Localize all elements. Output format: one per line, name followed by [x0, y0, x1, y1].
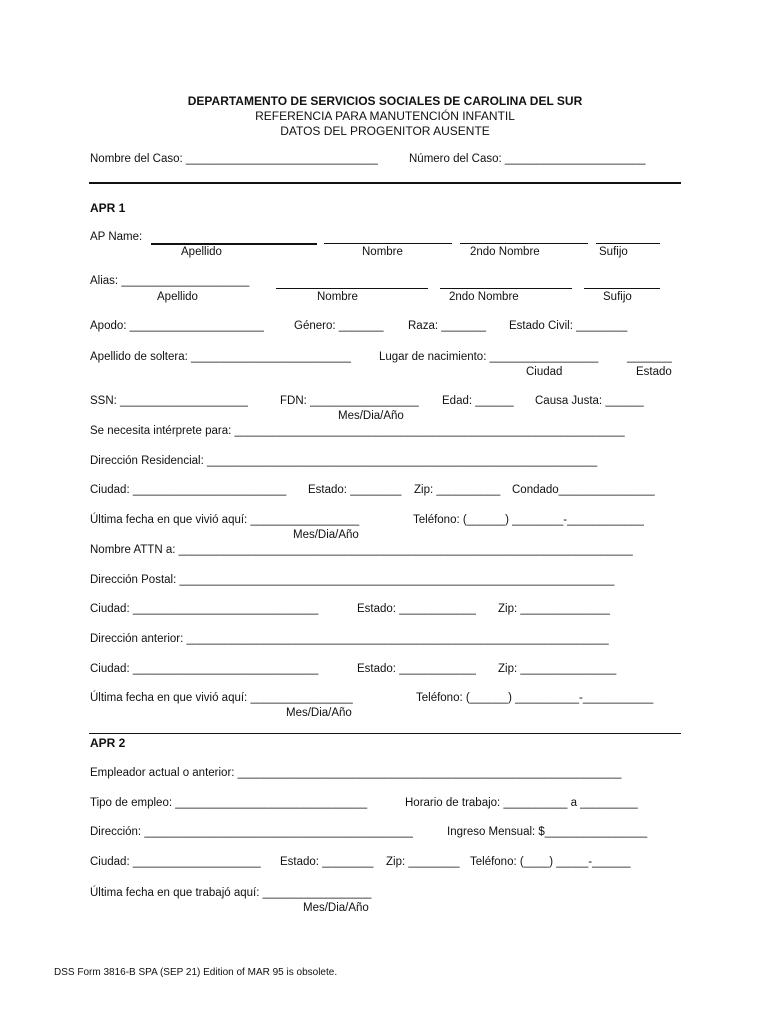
ap-middlename-caption: 2ndo Nombre: [470, 246, 540, 258]
attn-name-field[interactable]: Nombre ATTN a: _______________________________________________________________________: [90, 544, 633, 556]
alias-middlename-input[interactable]: [440, 288, 572, 289]
last-worked-date-field[interactable]: Última fecha en que trabajó aquí: _________________: [90, 887, 372, 899]
prev-last-lived-date-caption: Mes/Dia/Año: [286, 707, 352, 719]
alias-suffix-input[interactable]: [584, 288, 660, 289]
case-number-field[interactable]: Número del Caso: ______________________: [409, 153, 646, 165]
section-divider-2: [89, 733, 681, 734]
gender-field[interactable]: Género: _______: [294, 320, 384, 332]
residential-address-field[interactable]: Dirección Residencial: _____________________________________________________________: [90, 455, 598, 467]
ap-firstname-input[interactable]: [324, 243, 452, 244]
dob-caption: Mes/Dia/Año: [338, 410, 404, 422]
alias-middlename-caption: 2ndo Nombre: [449, 291, 519, 303]
work-schedule-field[interactable]: Horario de trabajo: __________ a _________: [405, 797, 638, 809]
alias-surname-field[interactable]: Alias: ____________________: [90, 275, 250, 287]
previous-address-field[interactable]: Dirección anterior: __________________________________________________________________: [90, 633, 609, 645]
birthplace-city-field[interactable]: Lugar de nacimiento: _________________: [379, 351, 599, 363]
age-field[interactable]: Edad: ______: [442, 395, 514, 407]
marital-status-field[interactable]: Estado Civil: ________: [509, 320, 628, 332]
form-agency-title: DEPARTAMENTO DE SERVICIOS SOCIALES DE CAROLINA DEL SUR: [187, 94, 583, 108]
prev-city-field[interactable]: Ciudad: _____________________________: [90, 663, 319, 675]
ap-surname-caption: Apellido: [181, 246, 222, 258]
prev-last-lived-date-field[interactable]: Última fecha en que vivió aquí: ________________: [90, 692, 353, 704]
monthly-income-field[interactable]: Ingreso Mensual: $________________: [447, 826, 648, 838]
employment-type-field[interactable]: Tipo de empleo: ______________________________: [90, 797, 368, 809]
nickname-field[interactable]: Apodo: _____________________: [90, 320, 264, 332]
res-city-field[interactable]: Ciudad: ________________________: [90, 484, 287, 496]
ap-name-label: AP Name:: [90, 231, 143, 243]
apr1-title: APR 1: [90, 201, 126, 215]
res-zip-field[interactable]: Zip: __________: [414, 484, 501, 496]
race-field[interactable]: Raza: _______: [408, 320, 487, 332]
maiden-name-field[interactable]: Apellido de soltera: _________________________: [90, 351, 351, 363]
ap-suffix-input[interactable]: [596, 243, 660, 244]
employer-state-field[interactable]: Estado: ________: [280, 856, 374, 868]
res-county-field[interactable]: Condado_______________: [512, 484, 655, 496]
alias-suffix-caption: Sufijo: [603, 291, 632, 303]
mail-city-field[interactable]: Ciudad: _____________________________: [90, 603, 319, 615]
ap-middlename-input[interactable]: [460, 243, 588, 244]
mailing-address-field[interactable]: Dirección Postal: ____________________________________________________________________: [90, 574, 615, 586]
res-phone-field[interactable]: Teléfono: (______) ________-____________: [413, 514, 644, 526]
last-worked-date-caption: Mes/Dia/Año: [303, 902, 369, 914]
ap-firstname-caption: Nombre: [362, 246, 403, 258]
ap-suffix-caption: Sufijo: [599, 246, 628, 258]
section-divider: [89, 182, 681, 184]
last-lived-date-caption: Mes/Dia/Año: [293, 529, 359, 541]
prev-phone-field[interactable]: Teléfono: (______) __________-___________: [416, 692, 654, 704]
employer-address-field[interactable]: Dirección: __________________________________________: [90, 826, 413, 838]
mail-state-field[interactable]: Estado: ____________: [357, 603, 476, 615]
ap-surname-input[interactable]: [151, 243, 317, 245]
alias-surname-caption: Apellido: [157, 291, 198, 303]
birthplace-city-caption: Ciudad: [526, 366, 563, 378]
prev-zip-field[interactable]: Zip: _______________: [498, 663, 617, 675]
employer-phone-field[interactable]: Teléfono: (____) _____-______: [470, 856, 631, 868]
form-subtitle: REFERENCIA PARA MANUTENCIÓN INFANTIL: [255, 109, 515, 123]
case-name-field[interactable]: Nombre del Caso: ______________________________: [90, 153, 378, 165]
dob-field[interactable]: FDN: _________________: [280, 395, 419, 407]
birthplace-state-caption: Estado: [636, 366, 672, 378]
form-footer: DSS Form 3816-B SPA (SEP 21) Edition of MAR 95 is obsolete.: [54, 967, 338, 978]
prev-state-field[interactable]: Estado: ____________: [357, 663, 476, 675]
apr2-title: APR 2: [90, 736, 126, 750]
alias-firstname-input[interactable]: [276, 288, 428, 289]
res-state-field[interactable]: Estado: ________: [308, 484, 402, 496]
form-subtitle-2: DATOS DEL PROGENITOR AUSENTE: [280, 124, 490, 138]
employer-field[interactable]: Empleador actual o anterior: ____________________________________________________________: [90, 767, 622, 779]
last-lived-date-field[interactable]: Última fecha en que vivió aquí: _________________: [90, 514, 360, 526]
birthplace-state-field[interactable]: _______: [627, 351, 672, 363]
employer-zip-field[interactable]: Zip: ________: [386, 856, 460, 868]
good-cause-field[interactable]: Causa Justa: ______: [535, 395, 644, 407]
ssn-field[interactable]: SSN: ____________________: [90, 395, 248, 407]
employer-city-field[interactable]: Ciudad: ____________________: [90, 856, 261, 868]
mail-zip-field[interactable]: Zip: ______________: [498, 603, 610, 615]
alias-firstname-caption: Nombre: [317, 291, 358, 303]
interpreter-field[interactable]: Se necesita intérprete para: _____________________________________________________________: [90, 425, 625, 437]
